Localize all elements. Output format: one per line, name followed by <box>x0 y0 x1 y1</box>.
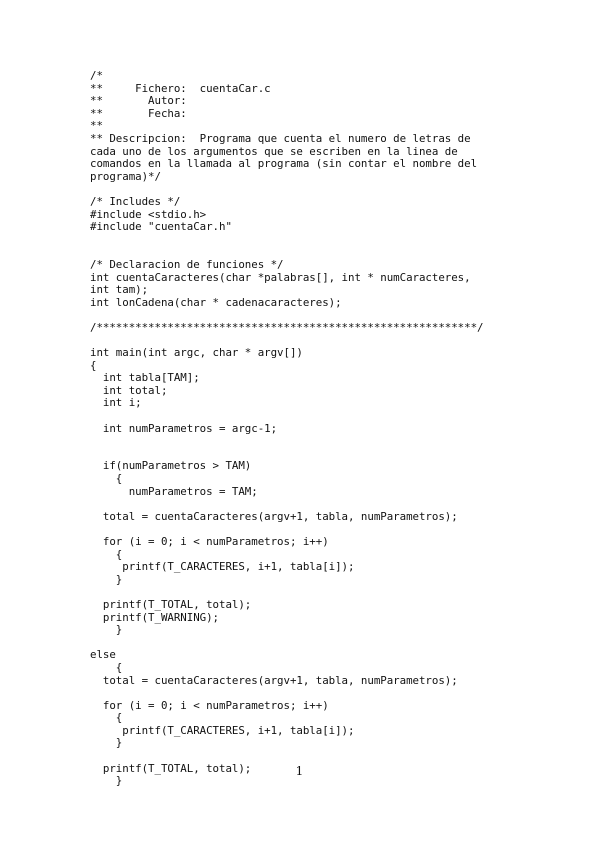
code-line: /* Declaracion de funciones */ <box>90 257 284 271</box>
code-line: } <box>90 774 123 788</box>
code-line: for (i = 0; i < numParametros; i++) <box>90 534 329 548</box>
code-line: numParametros = TAM; <box>90 484 258 498</box>
code-line <box>90 750 560 763</box>
code-line: printf(T_WARNING); <box>90 610 220 624</box>
code-line: } <box>90 736 123 750</box>
code-line <box>90 498 560 511</box>
page-number: 1 <box>295 764 304 778</box>
code-line: { <box>90 358 97 372</box>
code-line: { <box>90 547 123 561</box>
code-line: ** Autor: <box>90 94 187 108</box>
code-line: } <box>90 623 123 637</box>
code-line: total = cuentaCaracteres(argv+1, tabla, numParametros); <box>90 673 458 687</box>
code-line <box>90 687 560 700</box>
code-line: printf(T_TOTAL, total); <box>90 597 252 611</box>
code-line: int cuentaCaracteres(char *palabras[], int * numCaracteres, <box>90 270 471 284</box>
code-line: total = cuentaCaracteres(argv+1, tabla, numParametros); <box>90 509 458 523</box>
code-line: int i; <box>90 396 142 410</box>
code-line: comandos en la llamada al programa (sin contar el nombre del <box>90 157 478 171</box>
code-line <box>90 435 560 448</box>
code-line: int tabla[TAM]; <box>90 371 200 385</box>
code-line: { <box>90 711 123 725</box>
code-line: int lonCadena(char * cadenacaracteres); <box>90 295 342 309</box>
code-line: { <box>90 472 123 485</box>
code-line: programa)*/ <box>90 169 161 183</box>
code-line: ** Fichero: cuentaCar.c <box>90 81 271 95</box>
code-line: #include "cuentaCar.h" <box>90 220 232 234</box>
code-line: else <box>90 648 116 662</box>
code-line: int tam); <box>90 283 149 297</box>
code-line <box>90 309 560 322</box>
code-line: /* <box>90 69 103 82</box>
code-line: int total; <box>90 383 168 397</box>
code-line: printf(T_CARACTERES, i+1, tabla[i]); <box>90 723 355 737</box>
code-line <box>90 234 560 247</box>
code-line: cada uno de los argumentos que se escriben en la linea de <box>90 144 458 158</box>
code-line: printf(T_CARACTERES, i+1, tabla[i]); <box>90 560 355 574</box>
code-line: { <box>90 660 123 674</box>
source-code-block <box>90 70 560 788</box>
code-line: int numParametros = argc-1; <box>90 421 278 435</box>
code-line <box>90 637 560 650</box>
code-line: printf(T_TOTAL, total); <box>90 761 252 775</box>
code-line: /* Includes */ <box>90 194 181 208</box>
code-line: if(numParametros > TAM) <box>90 459 252 473</box>
code-line: int main(int argc, char * argv[]) <box>90 346 303 360</box>
code-line: /***********************************************************/ <box>90 320 484 334</box>
code-line: } <box>90 572 123 586</box>
code-line: ** Descripcion: Programa que cuenta el numero de letras de <box>90 131 471 145</box>
code-line: #include <stdio.h> <box>90 207 207 221</box>
code-line <box>90 410 560 423</box>
code-line: ** Fecha: <box>90 106 187 120</box>
code-line: ** <box>90 119 103 133</box>
code-line: for (i = 0; i < numParametros; i++) <box>90 698 329 712</box>
